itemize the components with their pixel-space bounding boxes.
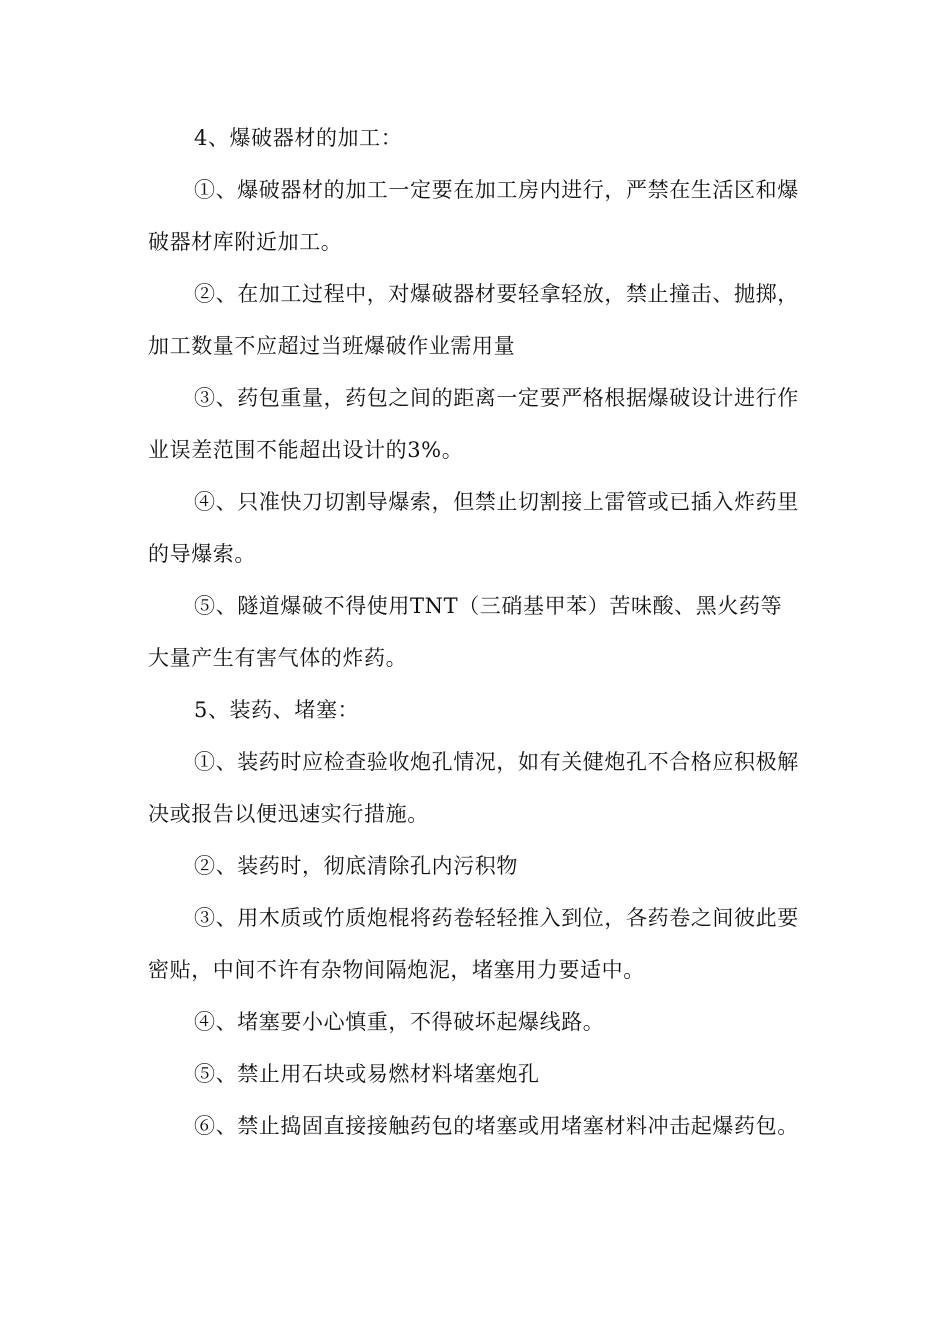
paragraph-clear-boreholes: ②、装药时，彻底清除孔内污积物 <box>194 854 518 878</box>
paragraph-processing-location: ①、爆破器材的加工一定要在加工房内进行，严禁在生活区和爆破器材库附近加工。 <box>148 178 799 254</box>
paragraph-inspect-boreholes: ①、装药时应检查验收炮孔情况，如有关健炮孔不合格应积极解决或报告以便迅速实行措施。 <box>148 750 799 826</box>
paragraph-charge-weight: ③、药包重量，药包之间的距离一定要严格根据爆破设计进行作业误差范围不能超出设计的3%。 <box>148 386 799 462</box>
heading-explosive-processing: 4、爆破器材的加工： <box>194 126 403 150</box>
paragraph-no-tamping-charge: ⑥、禁止捣固直接接触药包的堵塞或用堵塞材料冲击起爆药包。 <box>194 1114 799 1138</box>
paragraph-prohibited-explosives: ⑤、隧道爆破不得使用TNT（三硝基甲苯）苦味酸、黑火药等大量产生有害气体的炸药。 <box>148 594 783 670</box>
paragraph-handling-care: ②、在加工过程中，对爆破器材要轻拿轻放，禁止撞击、抛掷，加工数量不应超过当班爆破作业需用量 <box>148 282 799 358</box>
document-body <box>148 112 800 1152</box>
paragraph-stemming-materials: ⑤、禁止用石块或易燃材料堵塞炮孔 <box>194 1062 540 1086</box>
paragraph-detonating-cord-cutting: ④、只准快刀切割导爆索，但禁止切割接上雷管或已插入炸药里的导爆索。 <box>148 490 799 566</box>
heading-charging-stemming: 5、装药、堵塞： <box>194 698 360 722</box>
paragraph-push-cartridges: ③、用木质或竹质炮棍将药卷轻轻推入到位，各药卷之间彼此要密贴，中间不许有杂物间隔炮泥，堵塞用力要适中。 <box>148 906 799 982</box>
paragraph-careful-stemming: ④、堵塞要小心慎重，不得破坏起爆线路。 <box>194 1010 605 1034</box>
